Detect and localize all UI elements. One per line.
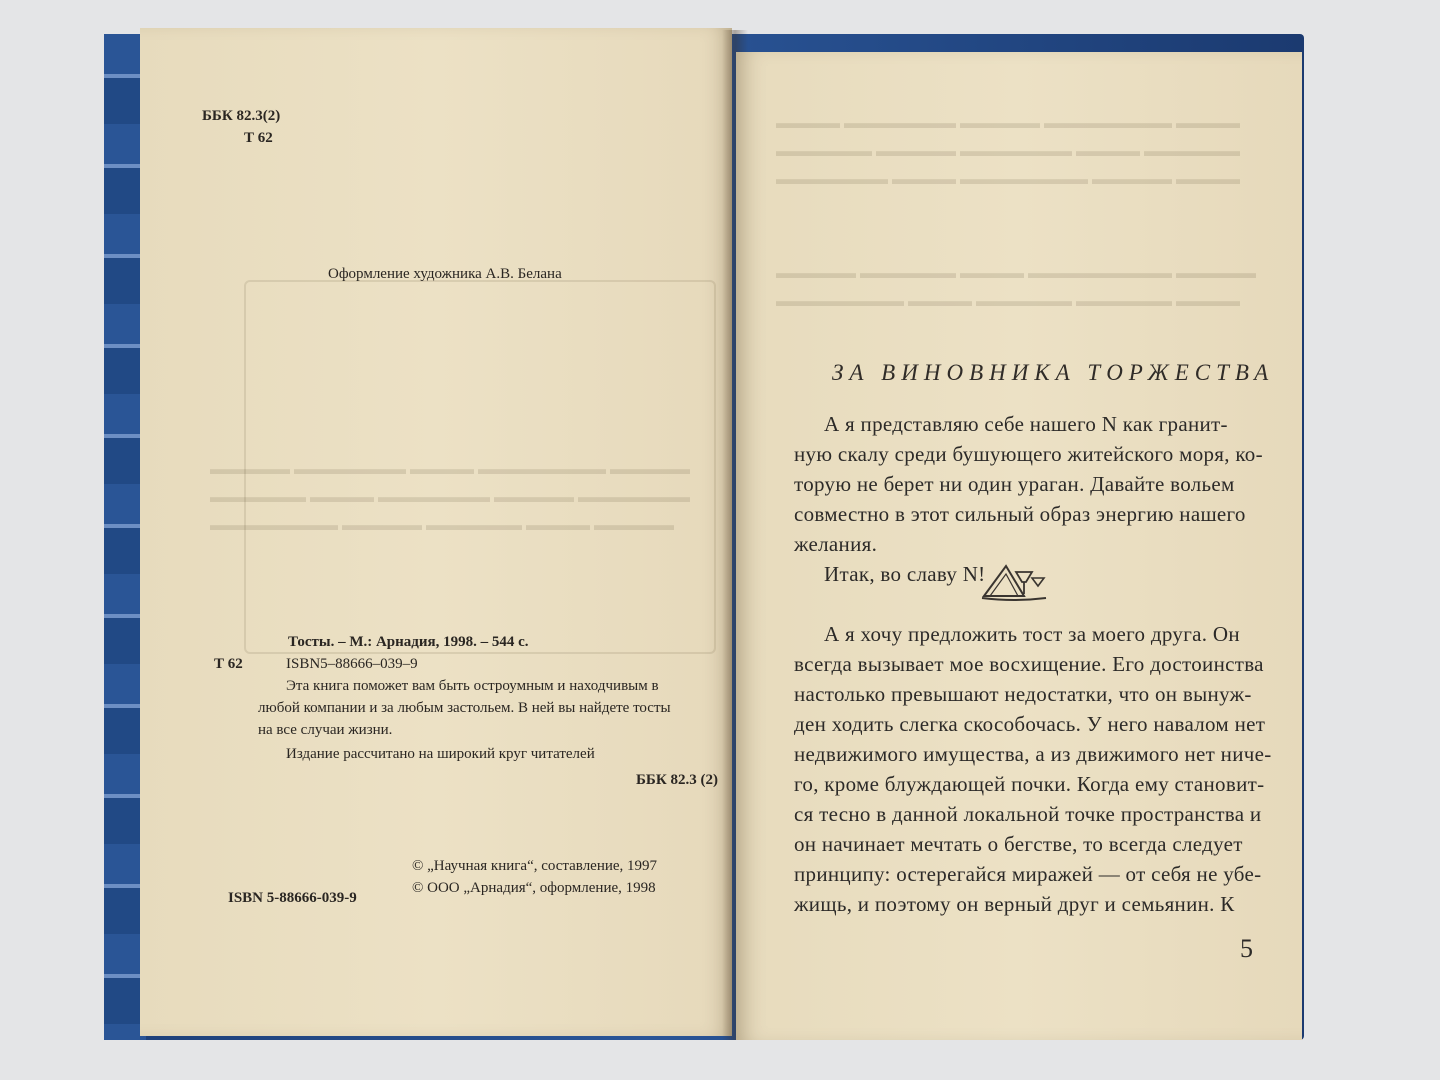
isbn-bottom: ISBN 5-88666-039-9 (228, 890, 357, 906)
copyright-line: © „Научная книга“, составление, 1997 (412, 858, 658, 874)
toast2-line: жищь, и поэтому он верный друг и семьянин. К (794, 892, 1235, 916)
bib-mark: Т 62 (214, 656, 243, 672)
bleed-through-text: ▬▬▬▬▬ ▬▬▬▬▬▬▬ ▬▬▬▬ ▬▬▬▬▬▬▬▬ ▬▬▬▬▬ (210, 461, 690, 478)
glasses-divider-icon (980, 558, 1050, 602)
toast2-line: го, кроме блуждающей почки. Когда ему становит- (794, 772, 1265, 796)
toast2-line: ся тесно в данной локальной точке пространства и (794, 802, 1262, 826)
toast1-line: совместно в этот сильный образ энергию нашего (794, 502, 1246, 526)
annotation-line: любой компании и за любым застольем. В ней вы найдете тосты (258, 700, 671, 716)
isbn-line: ISBN5–88666–039–9 (286, 656, 418, 672)
bleed-through-text: ▬▬▬▬▬▬ ▬▬▬▬▬ ▬▬▬▬▬▬▬ ▬▬▬▬ ▬▬▬▬▬▬ (776, 143, 1240, 160)
toast1-line: желания. (794, 532, 878, 556)
annotation-line: на все случаи жизни. (258, 722, 393, 738)
section-heading: ЗА ВИНОВНИКА ТОРЖЕСТВА (832, 360, 1275, 385)
annotation-line: Эта книга поможет вам быть остроумным и находчивым в (286, 678, 659, 694)
left-page (140, 28, 732, 1036)
toast1-line: А я представляю себе нашего N как гранит- (824, 412, 1228, 436)
toast2-line: ден ходить слегка скособочась. У него навалом нет (794, 712, 1266, 736)
audience-note: Издание рассчитано на широкий круг читателей (286, 746, 595, 762)
toast2-line: недвижимого имущества, а из движимого нет ниче- (794, 742, 1272, 766)
toast1-closing: Итак, во славу N! (824, 562, 986, 586)
bleed-through-text: ▬▬▬▬▬ ▬▬▬▬▬▬ ▬▬▬▬ ▬▬▬▬▬▬▬▬▬ ▬▬▬▬▬ (776, 265, 1256, 282)
right-page (736, 52, 1302, 1040)
bleed-through-text: ▬▬▬▬▬▬▬▬ ▬▬▬▬▬ ▬▬▬▬▬▬ ▬▬▬▬ ▬▬▬▬▬ (210, 517, 674, 534)
bbk-code: ББК 82.3(2) (202, 108, 281, 124)
bleed-through-text: ▬▬▬▬ ▬▬▬▬▬▬▬ ▬▬▬▬▬ ▬▬▬▬▬▬▬▬ ▬▬▬▬ (776, 115, 1240, 132)
copyright-line: © ООО „Арнадия“, оформление, 1998 (412, 880, 656, 896)
bleed-through-text: ▬▬▬▬▬▬ ▬▬▬▬ ▬▬▬▬▬▬▬ ▬▬▬▬▬ ▬▬▬▬▬▬▬ (210, 489, 690, 506)
toast2-line: всегда вызывает мое восхищение. Его достоинства (794, 652, 1264, 676)
bib-title-line: Тосты. – М.: Арнадия, 1998. – 544 с. (288, 634, 529, 650)
toast2-line: принципу: остерегайся миражей — от себя не убе- (794, 862, 1262, 886)
toast2-line: он начинает мечтать о бегстве, то всегда следует (794, 832, 1243, 856)
toast1-line: торую не берет ни один ураган. Давайте вольем (794, 472, 1235, 496)
page-number: 5 (1240, 934, 1253, 963)
toast2-line: настолько превышают недостатки, что он вынуж- (794, 682, 1252, 706)
bbk-right: ББК 82.3 (2) (636, 772, 718, 788)
toast1-line: ную скалу среди бушующего житейского моря, ко- (794, 442, 1263, 466)
bleed-through-text: ▬▬▬▬▬▬▬▬ ▬▬▬▬ ▬▬▬▬▬▬ ▬▬▬▬▬▬ ▬▬▬▬ (776, 293, 1240, 310)
bleed-through-text: ▬▬▬▬▬▬▬ ▬▬▬▬ ▬▬▬▬▬▬▬▬ ▬▬▬▬▬ ▬▬▬▬ (776, 171, 1240, 188)
design-credit: Оформление художника А.В. Белана (328, 266, 562, 282)
author-mark: Т 62 (244, 130, 273, 146)
toast2-line: А я хочу предложить тост за моего друга. Он (824, 622, 1240, 646)
